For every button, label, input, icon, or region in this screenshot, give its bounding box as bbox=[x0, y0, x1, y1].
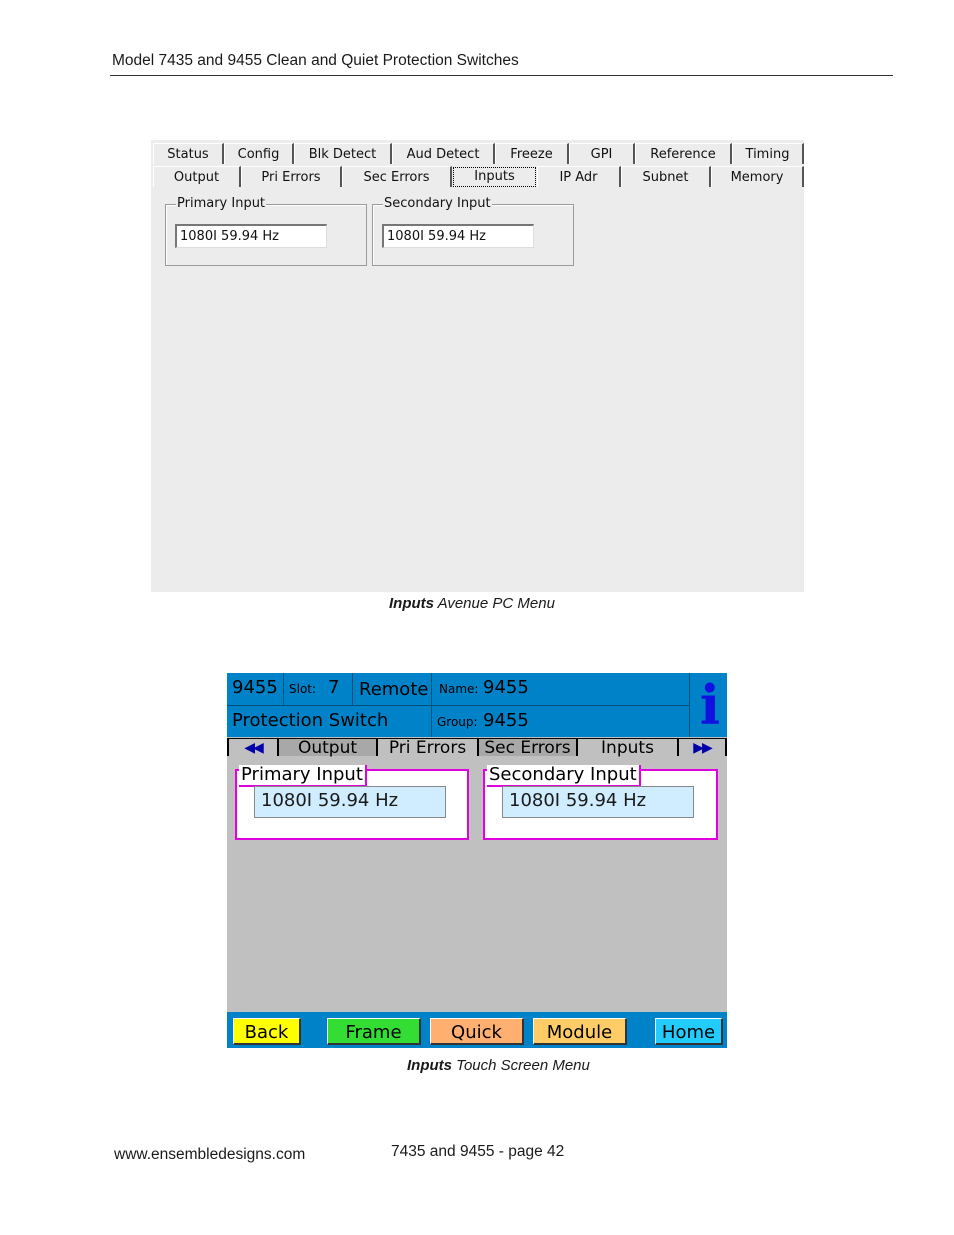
touch-primary-input-label: Primary Input bbox=[239, 765, 367, 787]
tab-subnet[interactable]: Subnet bbox=[621, 166, 711, 187]
touch-tab-bar bbox=[227, 737, 727, 757]
touch-menu-caption bbox=[407, 1057, 590, 1074]
tab-gpi[interactable]: GPI bbox=[569, 143, 635, 164]
footer-page-number: 7435 and 9455 - page 42 bbox=[391, 1143, 565, 1160]
touch-tab-pri-errors[interactable]: Pri Errors bbox=[376, 738, 477, 756]
touch-secondary-input-group bbox=[483, 764, 718, 840]
primary-input-label: Primary Input bbox=[177, 196, 266, 211]
device-description: Protection Switch bbox=[232, 710, 389, 731]
scroll-left-arrows-icon[interactable]: ◀◀ bbox=[227, 738, 277, 756]
secondary-input-label: Secondary Input bbox=[384, 196, 491, 211]
touch-primary-input-field[interactable]: 1080I 59.94 Hz bbox=[254, 786, 446, 818]
model-number: 9455 bbox=[232, 677, 278, 698]
touch-secondary-input-field[interactable]: 1080I 59.94 Hz bbox=[502, 786, 694, 818]
info-icon[interactable]: i bbox=[699, 673, 721, 737]
divider bbox=[689, 673, 690, 737]
pc-tab-row-1 bbox=[153, 143, 804, 165]
back-button[interactable]: Back bbox=[233, 1018, 301, 1045]
touch-primary-input-group bbox=[235, 764, 469, 840]
tab-freeze[interactable]: Freeze bbox=[495, 143, 569, 164]
touch-caption-text: Touch Screen Menu bbox=[452, 1057, 590, 1074]
touch-tab-inputs[interactable]: Inputs bbox=[576, 738, 677, 756]
primary-input-group bbox=[165, 196, 367, 266]
name-label: Name: bbox=[439, 682, 479, 696]
pc-caption-bold: Inputs bbox=[389, 595, 434, 612]
tab-output[interactable]: Output bbox=[153, 166, 241, 187]
secondary-input-group bbox=[372, 196, 574, 266]
slot-label: Slot: bbox=[289, 682, 317, 696]
tab-ip-adr[interactable]: IP Adr bbox=[537, 166, 621, 187]
tab-aud-detect[interactable]: Aud Detect bbox=[392, 143, 495, 164]
touch-tab-sec-errors[interactable]: Sec Errors bbox=[477, 738, 576, 756]
slot-value: 7 bbox=[328, 677, 340, 698]
pc-tab-row-2 bbox=[153, 166, 804, 188]
touch-tab-output[interactable]: Output bbox=[277, 738, 376, 756]
secondary-input-field[interactable]: 1080I 59.94 Hz bbox=[382, 224, 534, 248]
status-panel bbox=[227, 673, 727, 737]
scroll-right-arrows-icon[interactable]: ▶▶ bbox=[677, 738, 727, 756]
tab-inputs[interactable]: Inputs bbox=[453, 167, 536, 187]
name-value: 9455 bbox=[483, 677, 529, 698]
module-button[interactable]: Module bbox=[533, 1018, 627, 1045]
header-rule bbox=[110, 75, 893, 76]
footer-website: www.ensembledesigns.com bbox=[114, 1146, 306, 1163]
mode-label: Remote bbox=[359, 679, 429, 700]
tab-config[interactable]: Config bbox=[224, 143, 294, 164]
tab-sec-errors[interactable]: Sec Errors bbox=[342, 166, 452, 187]
page-header: Model 7435 and 9455 Clean and Quiet Protection Switches bbox=[112, 52, 519, 69]
tab-memory[interactable]: Memory bbox=[711, 166, 804, 187]
group-label: Group: bbox=[437, 715, 478, 729]
touch-secondary-input-label: Secondary Input bbox=[487, 765, 641, 787]
home-button[interactable]: Home bbox=[655, 1018, 723, 1045]
touch-caption-bold: Inputs bbox=[407, 1057, 452, 1074]
divider bbox=[283, 673, 284, 705]
primary-input-field[interactable]: 1080I 59.94 Hz bbox=[175, 224, 327, 248]
tab-reference[interactable]: Reference bbox=[635, 143, 732, 164]
tab-timing[interactable]: Timing bbox=[732, 143, 804, 164]
touch-screen-menu bbox=[227, 673, 727, 1048]
pc-menu-window bbox=[151, 140, 804, 592]
quick-button[interactable]: Quick bbox=[430, 1018, 524, 1045]
frame-button[interactable]: Frame bbox=[327, 1018, 421, 1045]
divider bbox=[352, 673, 353, 705]
tab-status[interactable]: Status bbox=[153, 143, 224, 164]
group-value: 9455 bbox=[483, 710, 529, 731]
pc-menu-caption bbox=[389, 595, 555, 612]
tab-pri-errors[interactable]: Pri Errors bbox=[241, 166, 342, 187]
touch-nav-bar bbox=[227, 1012, 727, 1048]
tab-blk-detect[interactable]: Blk Detect bbox=[294, 143, 392, 164]
divider bbox=[227, 705, 689, 706]
pc-caption-text: Avenue PC Menu bbox=[434, 595, 555, 612]
